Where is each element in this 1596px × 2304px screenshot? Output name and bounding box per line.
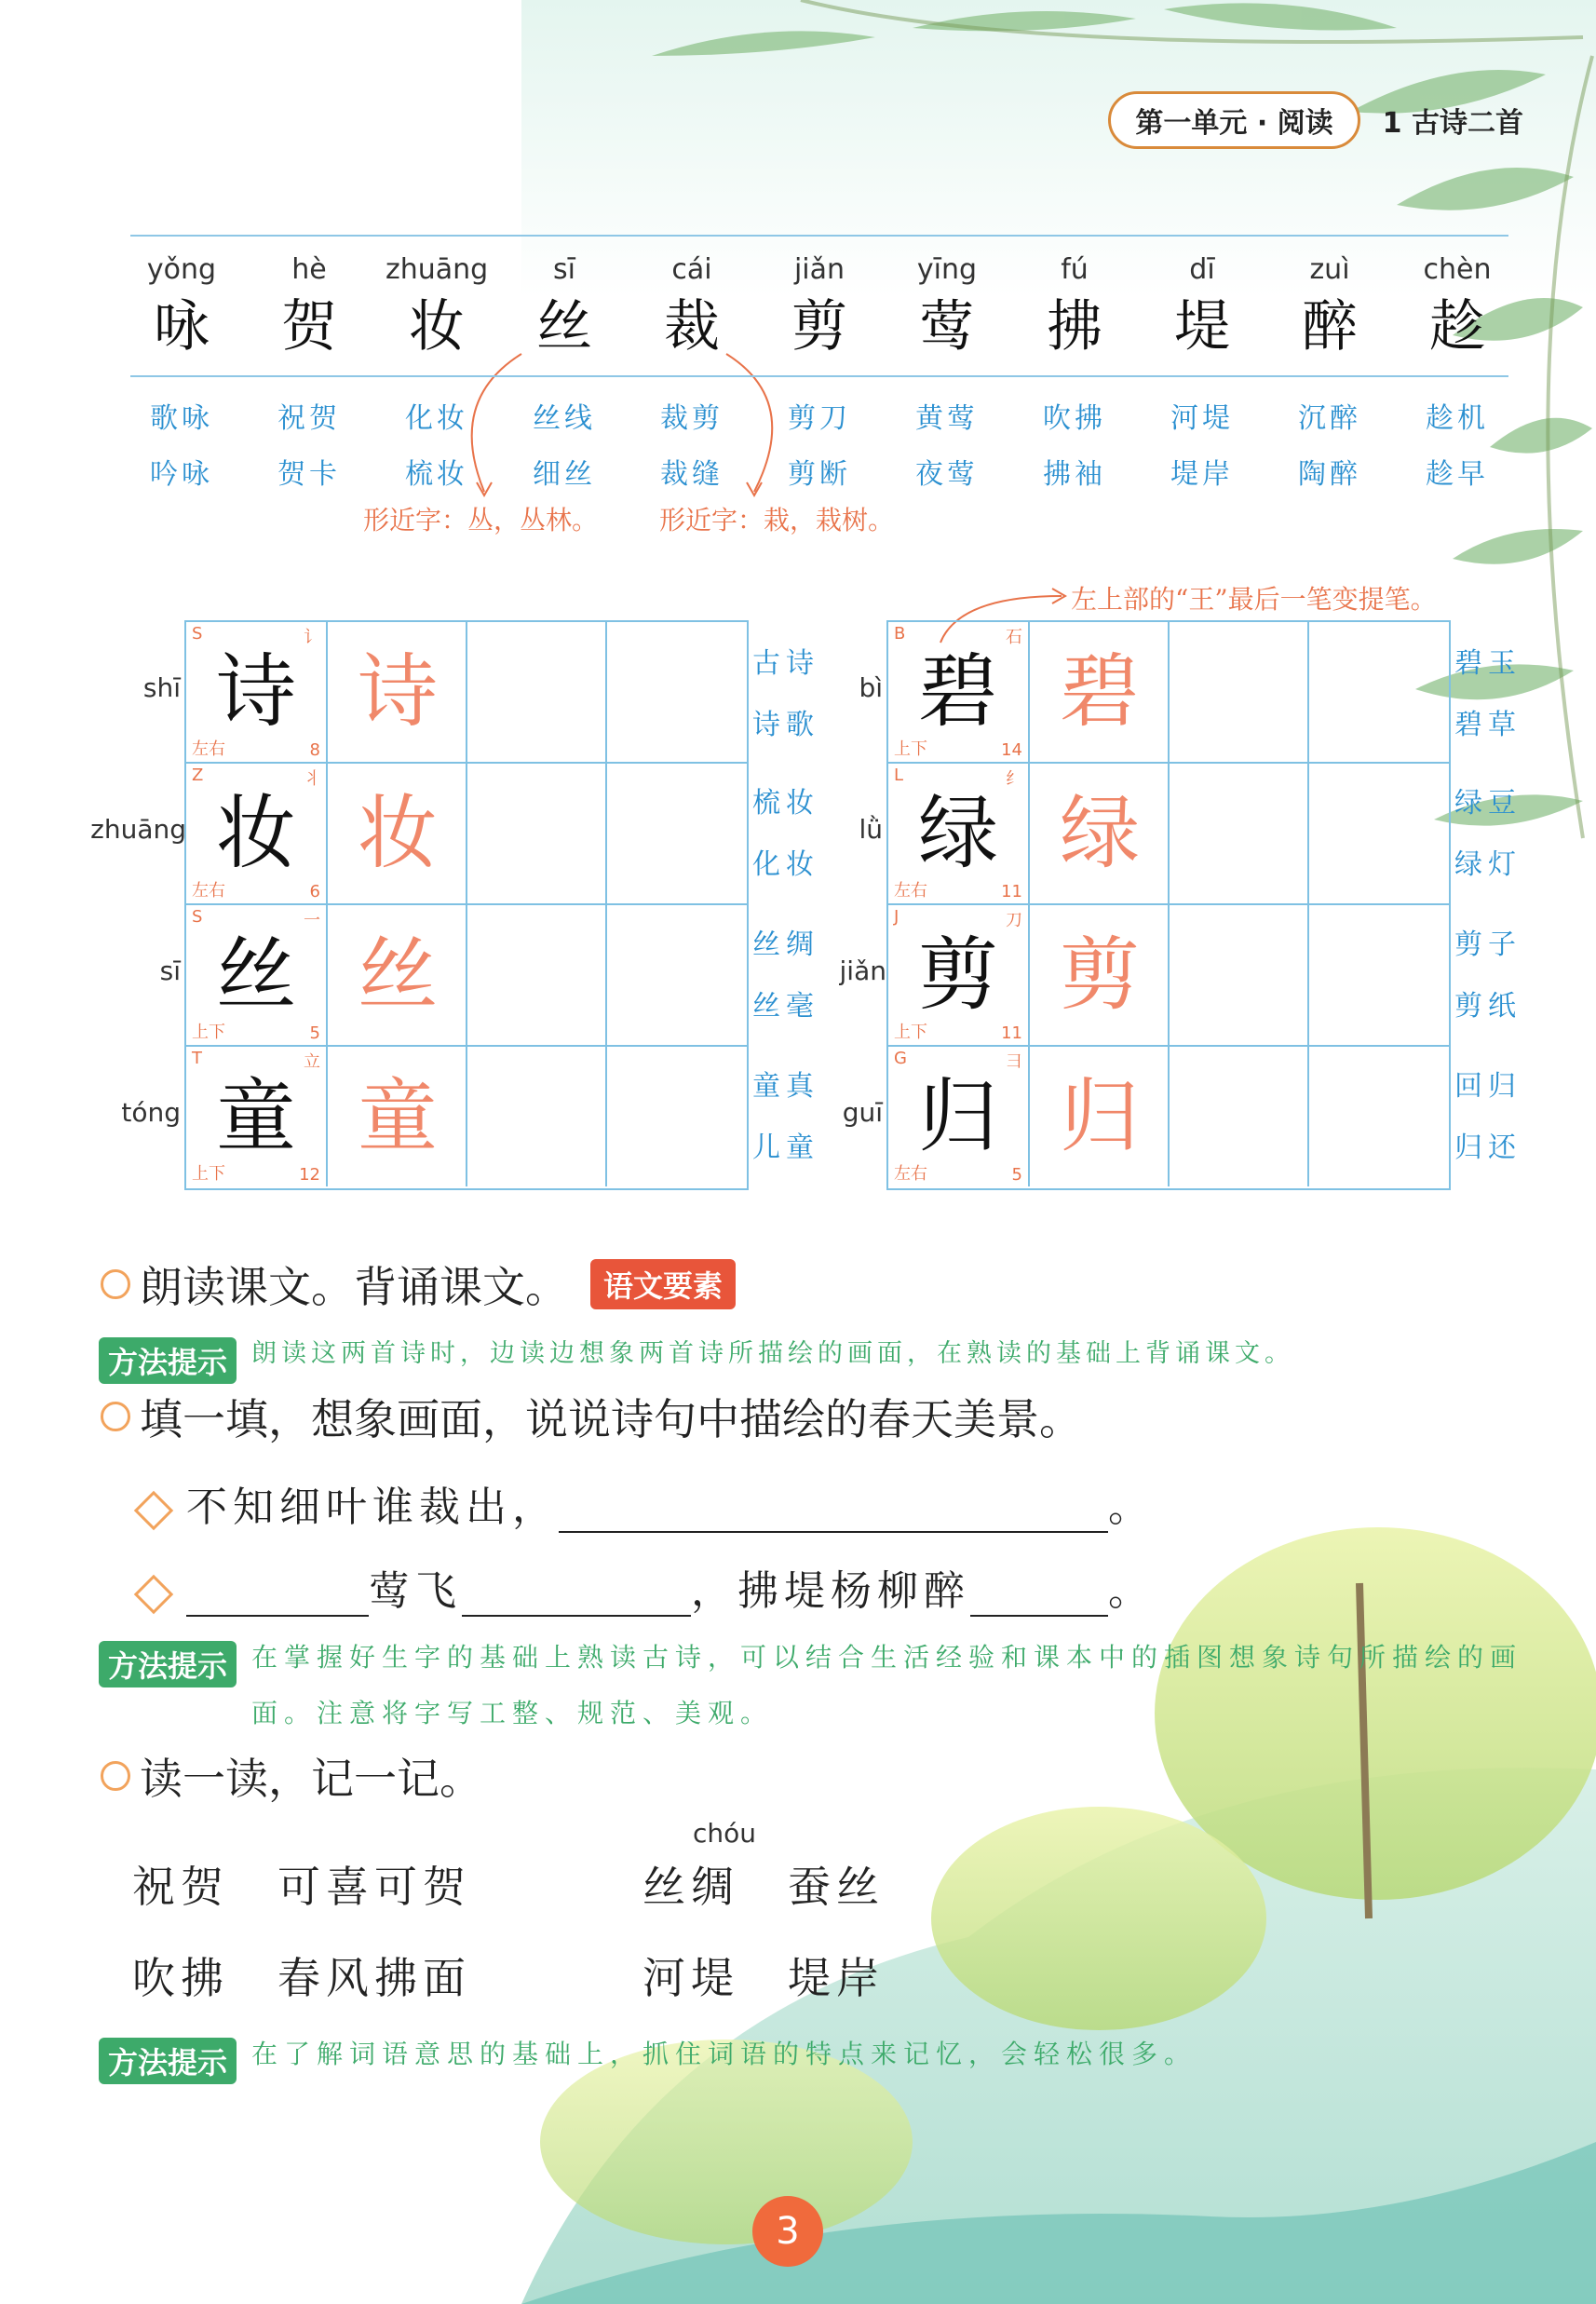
practice-cell[interactable] [1168, 1047, 1307, 1186]
char-pinyin: tóng [121, 1097, 181, 1128]
fill-line-1: 不知细叶谁裁出， 。 [140, 1473, 1155, 1533]
practice-cell[interactable] [605, 622, 745, 762]
task-fill-in: 填一填，想象画面，说说诗句中描绘的春天美景。 [101, 1386, 1082, 1447]
practice-cell[interactable] [605, 1047, 745, 1186]
tip-text: 朗读这两首诗时，边读边想象两首诗所描绘的画面，在熟读的基础上背诵课文。 [251, 1339, 1295, 1368]
grid-row [186, 1045, 747, 1186]
answer-blank[interactable] [186, 1579, 369, 1617]
practice-cell[interactable] [466, 1047, 605, 1186]
grid-row [186, 622, 747, 762]
practice-cell[interactable] [605, 905, 745, 1045]
vocab-item: yīng 莺 黄莺 夜莺 [915, 253, 979, 491]
vocab-item: sī 丝 丝线 细丝 [533, 253, 596, 491]
method-tip-3 [99, 2038, 1197, 2084]
practice-cell[interactable] [1307, 1047, 1447, 1186]
model-char-cell: S 一 上下 5 丝 [192, 907, 320, 1043]
grid-row [888, 762, 1449, 903]
practice-cell[interactable] [1168, 905, 1307, 1045]
vocab-item: chèn 趁 趁机 趁早 [1423, 253, 1492, 491]
task-read-recite: 朗读课文。背诵课文。 语文要素 [101, 1254, 736, 1315]
char-words: 古诗 诗歌 [752, 647, 819, 741]
grid-row [888, 622, 1449, 762]
trace-char-cell: 丝 [326, 905, 466, 1045]
practice-cell[interactable] [1168, 622, 1307, 762]
word-group: 丝绸 蚕丝 [642, 1862, 885, 1912]
practice-cell[interactable] [1307, 905, 1447, 1045]
writing-grid-left [184, 620, 749, 1190]
model-char-cell: L 纟 左右 11 绿 [894, 766, 1022, 901]
practice-cell[interactable] [605, 764, 745, 903]
answer-blank[interactable] [970, 1579, 1108, 1617]
char-words: 童真 儿童 [752, 1070, 819, 1164]
tip-text: 在掌握好生字的基础上熟读古诗，可以结合生活经验和课本中的插图想象诗句所描绘的画面。注意将字写工整、规范、美观。 [251, 1642, 1523, 1728]
answer-blank[interactable] [462, 1579, 691, 1617]
writing-grid-right [886, 620, 1451, 1190]
vocab-item: dī 堤 河堤 堤岸 [1170, 253, 1234, 491]
diamond-bullet-icon [134, 1574, 173, 1613]
trace-char-cell: 碧 [1028, 622, 1168, 762]
model-char-cell: G 彐 左右 5 归 [894, 1049, 1022, 1185]
trace-char-cell: 童 [326, 1047, 466, 1186]
model-char-cell: Z 丬 左右 6 妆 [192, 766, 320, 901]
char-pinyin: guī [842, 1097, 883, 1128]
char-words: 梳妆 化妆 [752, 787, 819, 881]
vocab-item: zhuāng 妆 化妆 梳妆 [385, 253, 489, 491]
unit-label: 第一单元 · 阅读 [1108, 91, 1359, 149]
model-char-cell: J 刀 上下 11 剪 [894, 907, 1022, 1043]
writing-note: 左上部的“王”最后一笔变提笔。 [1071, 584, 1437, 615]
grid-row [888, 903, 1449, 1045]
circle-bullet-icon [101, 1402, 130, 1431]
lesson-title: 1 古诗二首 [1382, 107, 1523, 140]
method-tip-1 [99, 1337, 1294, 1384]
practice-cell[interactable] [466, 905, 605, 1045]
vocab-item: yǒng 咏 歌咏 吟咏 [146, 253, 217, 491]
answer-blank[interactable] [559, 1496, 1108, 1533]
vocab-item: fú 拂 吹拂 拂袖 [1043, 253, 1106, 491]
similar-char-note-1: 形近字：丛，丛林。 [363, 505, 599, 535]
trace-char-cell: 剪 [1028, 905, 1168, 1045]
char-pinyin: sī [159, 955, 181, 986]
grid-row [888, 1045, 1449, 1186]
vocab-item: zuì 醉 沉醉 陶醉 [1298, 253, 1361, 491]
word-group: 河堤 堤岸 [642, 1953, 885, 2003]
model-char-cell: T 立 上下 12 童 [192, 1049, 320, 1185]
practice-cell[interactable] [1168, 764, 1307, 903]
task-read-remember: 读一读，记一记。 [101, 1745, 482, 1807]
trace-char-cell: 妆 [326, 764, 466, 903]
practice-cell[interactable] [466, 622, 605, 762]
circle-bullet-icon [101, 1761, 130, 1791]
fill-line-2: 莺飞 ，拂堤杨柳醉 。 [140, 1557, 1155, 1617]
vocab-item: jiǎn 剪 剪刀 剪断 [788, 253, 851, 491]
char-words: 碧玉 碧草 [1454, 647, 1522, 741]
diamond-bullet-icon [134, 1490, 173, 1529]
tip-text: 在了解词语意思的基础上，抓住词语的特点来记忆，会轻松很多。 [251, 2039, 1197, 2069]
model-char-cell: B 石 上下 14 碧 [894, 624, 1022, 760]
vocab-item: hè 贺 祝贺 贺卡 [277, 253, 341, 491]
char-words: 丝绸 丝毫 [752, 928, 819, 1023]
model-char-cell: S 讠 左右 8 诗 [192, 624, 320, 760]
grid-row [186, 762, 747, 903]
tip-label: 方法提示 [99, 2038, 237, 2084]
method-tip-2 [99, 1641, 1555, 1742]
char-words: 剪子 剪纸 [1454, 928, 1522, 1023]
char-words: 绿豆 绿灯 [1454, 787, 1522, 881]
grid-row [186, 903, 747, 1045]
similar-char-note-2: 形近字：栽，栽树。 [659, 505, 895, 535]
page-number: 3 [752, 2196, 823, 2267]
practice-cell[interactable] [1307, 622, 1447, 762]
tip-label: 方法提示 [99, 1337, 237, 1384]
trace-char-cell: 诗 [326, 622, 466, 762]
vocab-row [130, 253, 1508, 503]
char-words: 回归 归还 [1454, 1070, 1522, 1164]
char-pinyin: bì [859, 672, 883, 703]
word-group: 吹拂 春风拂面 [132, 1953, 471, 2003]
page-header [1108, 91, 1523, 149]
vocab-item: cái 裁 裁剪 裁缝 [660, 253, 724, 491]
char-pinyin: shī [142, 672, 181, 703]
key-element-badge: 语文要素 [590, 1259, 736, 1309]
char-pinyin: zhuāng [90, 814, 186, 845]
circle-bullet-icon [101, 1269, 130, 1299]
tip-label: 方法提示 [99, 1641, 237, 1687]
char-pinyin: jiǎn [839, 955, 886, 986]
char-pinyin: lǜ [859, 814, 883, 845]
practice-cell[interactable] [466, 764, 605, 903]
trace-char-cell: 绿 [1028, 764, 1168, 903]
vocab-top-line [130, 235, 1508, 237]
practice-cell[interactable] [1307, 764, 1447, 903]
word-group: 祝贺 可喜可贺 [132, 1862, 471, 1912]
trace-char-cell: 归 [1028, 1047, 1168, 1186]
chou-pinyin: chóu [693, 1818, 757, 1849]
